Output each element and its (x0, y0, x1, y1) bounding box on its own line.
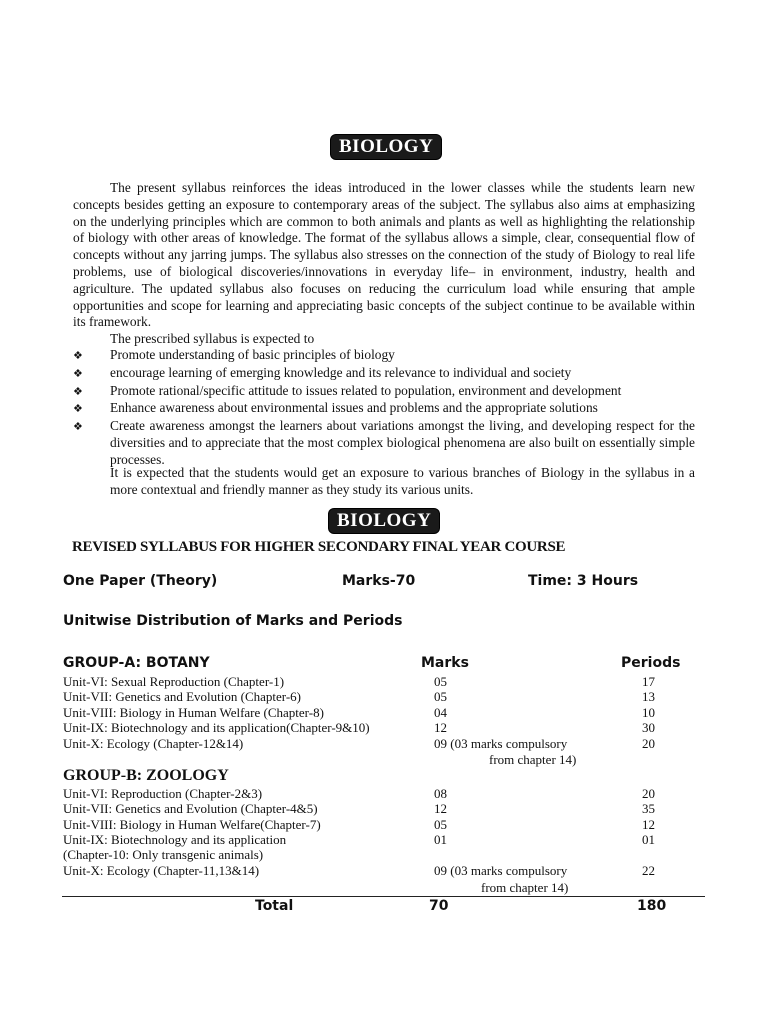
group-a-ecology-note: from chapter 14) (489, 752, 577, 767)
group-a-title: GROUP-A: BOTANY (63, 655, 210, 671)
paper-label: One Paper (Theory) (63, 573, 218, 589)
table-row: Unit-VIII: Biology in Human Welfare (Chapter-8) 04 10 (63, 705, 655, 720)
closing-paragraph: It is expected that the students would get an exposure to various branches of Biology in the syllabus in a more contextual and friendly manner as they study its various units. (110, 465, 695, 497)
total-periods: 180 (637, 898, 667, 914)
table-row: (Chapter-10: Only transgenic animals) (63, 847, 264, 862)
time-label: Time: 3 Hours (528, 573, 639, 589)
table-row: Unit-VI: Reproduction (Chapter-2&3) 08 20 (63, 786, 655, 801)
table-row: Unit-IX: Biotechnology and its application(Chapter-9&10) 12 30 (63, 720, 655, 735)
course-heading: REVISED SYLLABUS FOR HIGHER SECONDARY FINAL YEAR COURSE (72, 539, 566, 555)
table-row: Unit-X: Ecology (Chapter-11,13&14) 09 (03 marks compulsory 22 (63, 863, 655, 878)
list-item: ❖ Promote understanding of basic principles of biology (73, 347, 695, 365)
title-badge-biology: BIOLOGY (331, 135, 441, 159)
total-divider (62, 896, 705, 897)
table-row: Unit-VII: Genetics and Evolution (Chapter-4&5) 12 35 (63, 801, 655, 816)
table-row: Unit-IX: Biotechnology and its application 01 01 (63, 832, 655, 847)
periods-column-header: Periods (621, 655, 681, 671)
bullet-diamond-icon: ❖ (73, 367, 83, 380)
table-row: Unit-X: Ecology (Chapter-12&14) 09 (03 marks compulsory 20 (63, 736, 655, 751)
objectives-list (73, 347, 695, 469)
table-row: Unit-VII: Genetics and Evolution (Chapter-6) 05 13 (63, 689, 655, 704)
intro-paragraph: The present syllabus reinforces the ideas introduced in the lower classes while the students learn new concepts besides getting an exposure to contemporary areas of the subject. The syllabus also aims at emphasizing on the underlying principles which are common to both animals and plants as well as highlighting the relationship of biology with other areas of knowledge. The format of the syllabus allows a simple, clear, consequential flow of concepts without any jarring jumps. The syllabus also stresses on the connection of the study of Biology to real life problems, use of biological discoveries/innovations in everyday life– in environment, industry, health and agriculture. The updated syllabus also focuses on reducing the curriculum load while ensuring that ample opportunities and scope for learning and appreciating basic concepts of the subject continue to be available within its framework. (73, 180, 695, 330)
list-item: ❖ Create awareness amongst the learners about variations amongst the living, and developing respect for the diversities and to appreciate that the most complex biological phenomena are also built on essentially simple processes. (73, 418, 695, 467)
list-item: ❖ Promote rational/specific attitude to issues related to population, environment and development (73, 383, 695, 401)
bullet-diamond-icon: ❖ (73, 403, 83, 416)
bullet-diamond-icon: ❖ (73, 350, 83, 362)
group-b-ecology-note: from chapter 14) (481, 880, 569, 895)
table-row: Unit-VI: Sexual Reproduction (Chapter-1) 05 17 (63, 674, 655, 689)
marks-column-header: Marks (421, 655, 469, 671)
expected-line: The prescribed syllabus is expected to (110, 331, 315, 347)
intro-section (73, 180, 695, 348)
total-label: Total (255, 898, 294, 914)
distribution-heading: Unitwise Distribution of Marks and Periods (63, 613, 403, 629)
group-b-title: GROUP-B: ZOOLOGY (63, 767, 229, 784)
marks-label: Marks-70 (342, 573, 416, 589)
bullet-diamond-icon: ❖ (73, 385, 83, 398)
section-badge-biology: BIOLOGY (329, 509, 439, 533)
list-item: ❖ encourage learning of emerging knowledge and its relevance to individual and society (73, 365, 695, 383)
total-marks: 70 (429, 898, 449, 914)
list-item: ❖ Enhance awareness about environmental issues and problems and the appropriate solutions (73, 400, 695, 418)
bullet-diamond-icon: ❖ (73, 421, 83, 434)
table-row: Unit-VIII: Biology in Human Welfare(Chapter-7) 05 12 (63, 817, 655, 832)
